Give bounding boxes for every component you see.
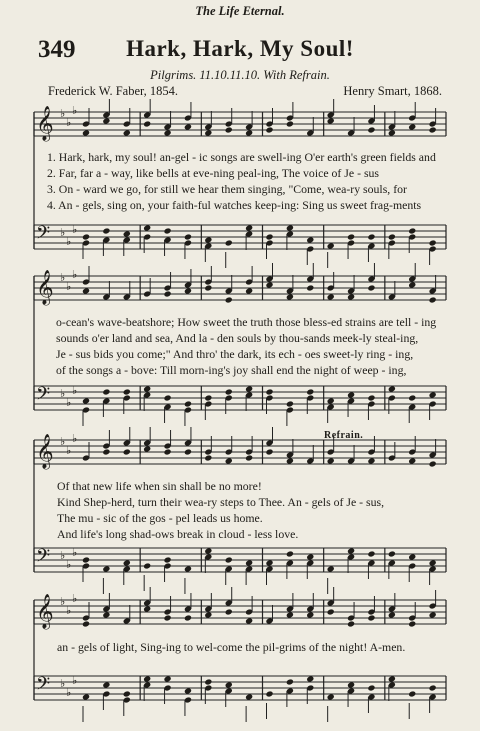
lyric-line: And life's long shad-ows break in cloud - less love. (57, 527, 299, 541)
bass-clef-icon: 𝄢 (36, 384, 51, 409)
note-head (286, 550, 294, 557)
note-head (184, 565, 192, 572)
lyric-line: Je - sus bids you come;" And thro' the dark, its ech - oes sweet-ly ring - ing, (56, 347, 414, 361)
note-head (184, 400, 192, 407)
note-head (143, 224, 151, 231)
section-title: The Life Eternal. (195, 4, 285, 18)
flat-icon: ♭ (60, 435, 66, 448)
flat-icon: ♭ (60, 595, 66, 608)
note-head (102, 117, 110, 124)
note-head (327, 397, 335, 404)
note-head (204, 611, 212, 618)
note-head (82, 693, 90, 700)
flat-icon: ♭ (60, 271, 66, 284)
note-head (123, 559, 131, 566)
note-head (367, 284, 375, 291)
note-head (265, 559, 273, 566)
note-head (245, 559, 253, 566)
note-head (164, 614, 172, 621)
hymn-title: Hark, Hark, My Soul! (126, 36, 354, 61)
flat-icon: ♭ (72, 268, 78, 281)
tune-meter: Pilgrims. 11.10.11.10. With Refrain. (150, 68, 330, 82)
note-head (265, 448, 273, 455)
lyric-line: Of that new life when sin shall be no more! (57, 479, 262, 493)
note-head (102, 611, 110, 618)
note-head (286, 293, 294, 300)
note-head (143, 605, 151, 612)
note-head (225, 388, 233, 395)
note-head (225, 681, 233, 688)
note-head (184, 123, 192, 130)
note-head (408, 227, 416, 234)
note-head (429, 391, 437, 398)
flat-icon: ♭ (72, 546, 78, 559)
note-head (327, 242, 335, 249)
note-head (225, 126, 233, 133)
note-head (204, 284, 212, 291)
note-head (164, 675, 172, 682)
note-head (184, 287, 192, 294)
flat-icon: ♭ (60, 226, 66, 239)
note-head (164, 129, 172, 136)
treble-clef-icon: 𝄞 (36, 106, 54, 141)
note-head (388, 233, 396, 240)
note-head (367, 126, 375, 133)
note-head (184, 687, 192, 694)
note-head (286, 457, 294, 464)
note-head (204, 394, 212, 401)
note-head (82, 556, 90, 563)
note-head (347, 233, 355, 240)
note-head (388, 129, 396, 136)
note-head (164, 448, 172, 455)
note-head (102, 388, 110, 395)
note-head (306, 284, 314, 291)
note-head (184, 614, 192, 621)
author-credit: Frederick W. Faber, 1854. (48, 84, 179, 98)
note-head (82, 233, 90, 240)
note-head (164, 556, 172, 563)
note-head (306, 388, 314, 395)
note-head (429, 684, 437, 691)
flat-icon: ♭ (60, 387, 66, 400)
lyric-line: Kind Shep-herd, turn their wea-ry steps to Thee. An - gels of Je - sus, (57, 495, 385, 509)
treble-clef-icon: 𝄞 (36, 434, 54, 469)
note-head (429, 296, 437, 303)
note-head (347, 681, 355, 688)
note-head (164, 394, 172, 401)
note-head (204, 236, 212, 243)
note-head (245, 454, 253, 461)
flat-icon: ♭ (72, 104, 78, 117)
lyric-line: 4. An - gels, sing on, your faith-ful watches keep-ing: Sing us sweet frag-ments (47, 198, 422, 212)
lyric-line: 2. Far, far a - way, like bells at eve-ning peal-ing, The voice of Je - sus (47, 166, 380, 180)
flat-icon: ♭ (66, 116, 72, 129)
note-head (82, 620, 90, 627)
note-head (286, 678, 294, 685)
note-head (123, 230, 131, 237)
note-head (327, 608, 335, 615)
note-head (143, 562, 151, 569)
note-head (245, 224, 253, 231)
flat-icon: ♭ (66, 444, 72, 457)
note-head (327, 117, 335, 124)
note-head (347, 391, 355, 398)
note-head (429, 126, 437, 133)
lyric-line: o-cean's wave-beatshore; How sweet the truth those bless-ed strains are tell - ing (56, 315, 437, 329)
flat-icon: ♭ (66, 396, 72, 409)
note-head (204, 129, 212, 136)
note-head (327, 693, 335, 700)
note-head (306, 611, 314, 618)
composer-credit: Henry Smart, 1868. (343, 84, 442, 98)
note-head (327, 293, 335, 300)
treble-clef-icon: 𝄞 (36, 270, 54, 305)
note-head (367, 457, 375, 464)
note-head (286, 224, 294, 231)
flat-icon: ♭ (66, 280, 72, 293)
note-head (429, 559, 437, 566)
note-head (429, 611, 437, 618)
note-head (306, 675, 314, 682)
note-head (245, 287, 253, 294)
flat-icon: ♭ (72, 432, 78, 445)
refrain-label: Refrain. (324, 430, 364, 441)
note-head (306, 236, 314, 243)
note-head (367, 550, 375, 557)
note-head (265, 388, 273, 395)
note-head (306, 553, 314, 560)
note-head (347, 293, 355, 300)
note-head (82, 129, 90, 136)
note-head (245, 385, 253, 392)
lyric-line: an - gels of light, Sing-ing to wel-come the pil-grims of the night! A-men. (57, 640, 406, 654)
note-head (286, 611, 294, 618)
flat-icon: ♭ (72, 384, 78, 397)
note-head (265, 126, 273, 133)
note-head (408, 620, 416, 627)
lyric-line: 3. On - ward we go, for still we hear them singing, "Come, wea-ry souls, for (47, 182, 407, 196)
flat-icon: ♭ (60, 549, 66, 562)
bass-clef-icon: 𝄢 (36, 223, 51, 248)
note-head (225, 457, 233, 464)
note-head (204, 678, 212, 685)
note-head (388, 385, 396, 392)
note-head (265, 690, 273, 697)
note-head (225, 239, 233, 246)
note-head (204, 547, 212, 554)
note-head (265, 281, 273, 288)
note-head (123, 388, 131, 395)
note-head (225, 296, 233, 303)
flat-icon: ♭ (72, 223, 78, 236)
lyric-line: of the songs a - bove: Till morn-ing's joy shall end the night of weep - ing, (56, 363, 407, 377)
note-head (184, 233, 192, 240)
lyric-line: 1. Hark, hark, my soul! an-gel - ic songs are swell-ing O'er earth's green fields and (47, 150, 436, 164)
note-head (286, 120, 294, 127)
lyric-line: The mu - sic of the gos - pel leads us home. (57, 511, 263, 525)
note-head (143, 120, 151, 127)
note-head (367, 233, 375, 240)
note-head (102, 448, 110, 455)
note-head (204, 454, 212, 461)
note-head (347, 620, 355, 627)
note-head (225, 608, 233, 615)
note-head (82, 287, 90, 294)
note-head (82, 397, 90, 404)
note-head (408, 690, 416, 697)
bass-clef-icon: 𝄢 (36, 546, 51, 571)
hymn-number: 349 (38, 36, 76, 63)
note-head (164, 227, 172, 234)
note-head (265, 233, 273, 240)
note-head (225, 556, 233, 563)
note-head (286, 400, 294, 407)
flat-icon: ♭ (60, 677, 66, 690)
note-head (184, 448, 192, 455)
note-head (429, 239, 437, 246)
note-head (327, 565, 335, 572)
note-head (102, 227, 110, 234)
bass-clef-icon: 𝄢 (36, 674, 51, 699)
note-head (408, 281, 416, 288)
note-head (408, 394, 416, 401)
note-head (143, 445, 151, 452)
note-head (429, 460, 437, 467)
flat-icon: ♭ (66, 686, 72, 699)
note-head (388, 675, 396, 682)
note-head (143, 675, 151, 682)
flat-icon: ♭ (72, 674, 78, 687)
note-head (123, 129, 131, 136)
lyric-line: sounds o'er land and sea, And la - den souls by thou-sands meek-ly steal-ing, (56, 331, 419, 345)
note-head (327, 457, 335, 464)
note-head (388, 550, 396, 557)
note-head (102, 681, 110, 688)
note-head (102, 565, 110, 572)
note-head (367, 394, 375, 401)
note-head (143, 385, 151, 392)
note-head (245, 617, 253, 624)
note-head (164, 290, 172, 297)
note-head (123, 690, 131, 697)
note-head (388, 611, 396, 618)
note-head (245, 129, 253, 136)
flat-icon: ♭ (66, 558, 72, 571)
flat-icon: ♭ (66, 604, 72, 617)
note-head (408, 123, 416, 130)
note-head (347, 547, 355, 554)
note-head (408, 553, 416, 560)
note-head (367, 614, 375, 621)
flat-icon: ♭ (72, 592, 78, 605)
flat-icon: ♭ (66, 235, 72, 248)
treble-clef-icon: 𝄞 (36, 594, 54, 629)
note-head (123, 448, 131, 455)
note-head (367, 684, 375, 691)
note-head (408, 457, 416, 464)
note-head (245, 693, 253, 700)
flat-icon: ♭ (60, 107, 66, 120)
